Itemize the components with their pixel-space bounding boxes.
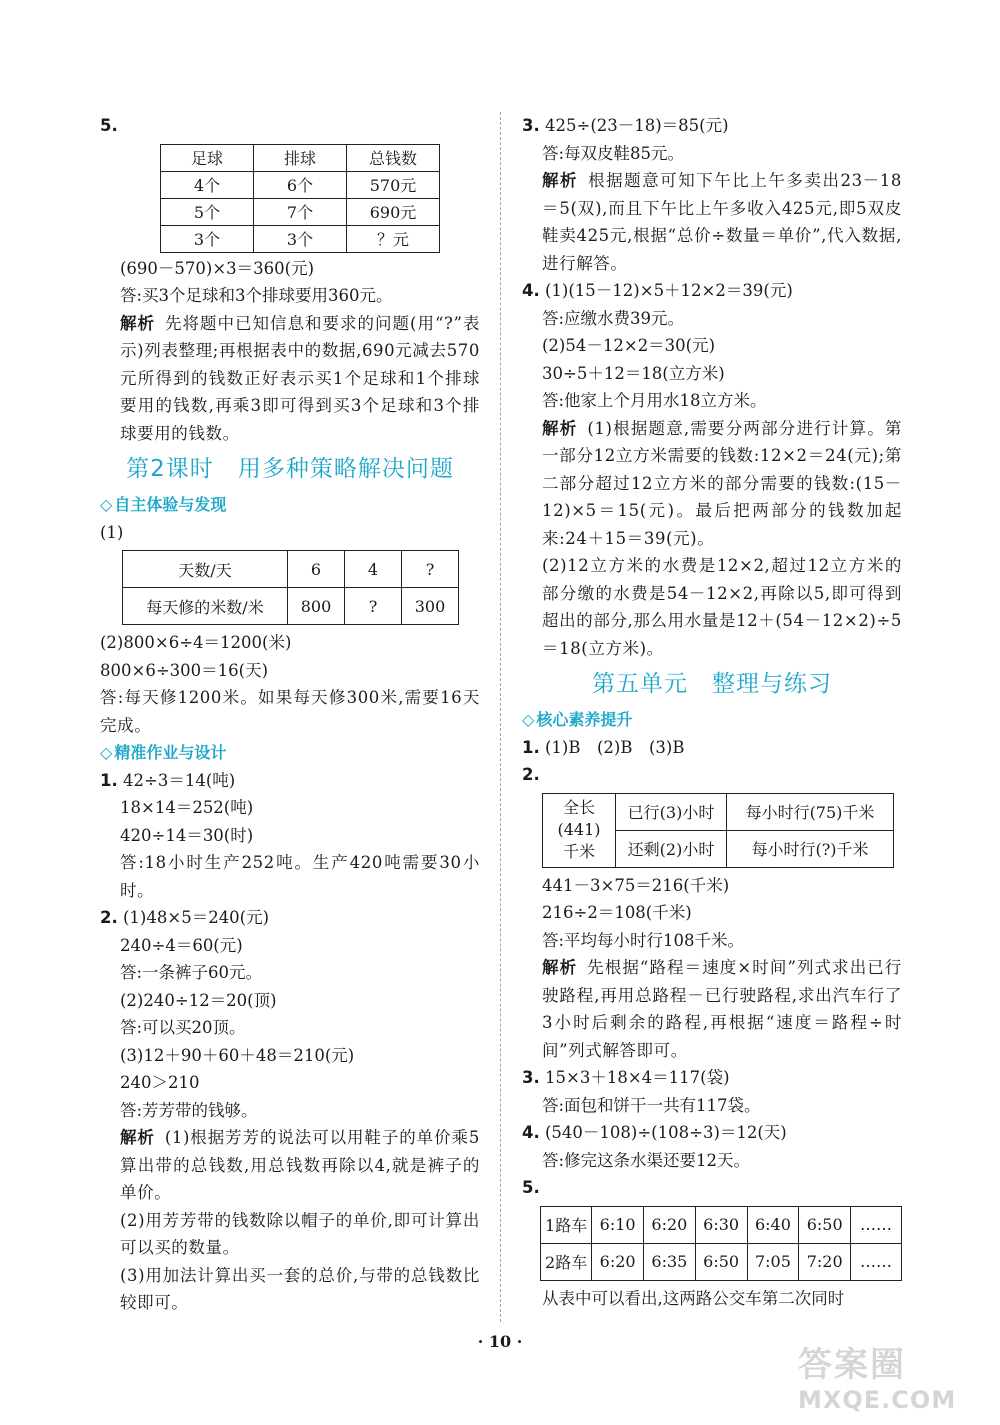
- q1-first-line: [100, 767, 480, 795]
- watermark-logo: [798, 1337, 988, 1417]
- equation-line: (2)800×6÷4＝1200(米): [100, 633, 292, 652]
- table-cell: ……: [851, 1206, 902, 1243]
- table-cell: 2路车: [541, 1243, 592, 1280]
- cell-line: 千米: [562, 842, 595, 861]
- page-number: · 10 ·: [477, 1332, 523, 1351]
- watermark-text: 答案圈: [798, 1345, 906, 1385]
- answer-line: 答:可以买20顶。: [120, 1018, 246, 1037]
- analysis-paragraph: [100, 1124, 480, 1207]
- r1-number: 1.: [522, 737, 540, 757]
- analysis-paragraph: [522, 415, 902, 553]
- table-cell: ……: [851, 1243, 902, 1280]
- table-cell: 排球: [254, 144, 347, 171]
- table-cell: 4个: [161, 171, 254, 198]
- lesson-number: 第2课时: [126, 456, 214, 482]
- section-heading: [100, 739, 480, 767]
- r4-number: 4.: [522, 1123, 540, 1142]
- table-cell: 690元: [347, 198, 440, 225]
- equation-text: 42÷3＝14(吨): [123, 770, 236, 790]
- equation-text: 425÷(23－18)＝85(元): [545, 116, 729, 135]
- q3-number: 3.: [522, 116, 540, 135]
- analysis-label: 解析: [120, 1128, 155, 1147]
- equation-text: 15×3＋18×4＝117(袋): [545, 1068, 730, 1087]
- table-cell: 800: [288, 588, 345, 625]
- answer-line: 答:修完这条水渠还要12天。: [542, 1150, 751, 1170]
- equation-line: 441－3×75＝216(千米): [542, 875, 730, 895]
- table-cell: 7:05: [747, 1243, 799, 1280]
- table-row: [161, 144, 440, 171]
- table-cell: 6个: [254, 171, 347, 198]
- table-cell: 已行(3)小时: [616, 793, 727, 830]
- column-divider: [500, 112, 501, 1322]
- table-cell: 300: [402, 588, 459, 625]
- table-cell: 5个: [161, 198, 254, 225]
- table-cell: 7个: [254, 198, 347, 225]
- table-row: [161, 225, 440, 252]
- table-row: [543, 793, 894, 830]
- table-cell: 每小时行(75)千米: [727, 793, 894, 830]
- r3-number: 3.: [522, 1068, 540, 1087]
- lesson-title: [100, 447, 480, 491]
- equation-line: 216÷2＝108(千米): [542, 903, 692, 922]
- equation-line: 800×6÷300＝16(天): [100, 660, 269, 680]
- table-cell: 6: [288, 551, 345, 588]
- analysis-label: 解析: [120, 313, 156, 333]
- equation-text: (540－108)÷(108÷3)＝12(天): [545, 1123, 787, 1142]
- table-cell: 6:50: [695, 1243, 747, 1280]
- r3-first-line: [522, 1064, 902, 1092]
- cell-line: (441): [557, 820, 601, 839]
- analysis-label: 解析: [542, 958, 578, 977]
- answer-line: 答:平均每小时行108千米。: [542, 930, 745, 950]
- table-cell: 每小时行(?)千米: [727, 830, 894, 867]
- part-label: (1): [100, 522, 124, 542]
- equation-text: (1)48×5＝240(元): [123, 908, 270, 927]
- section-heading: [100, 491, 480, 519]
- analysis-label: 解析: [542, 418, 578, 438]
- left-column: [100, 112, 480, 1317]
- equation-line: 420÷14＝30(时): [120, 825, 254, 845]
- analysis-paragraph: [522, 167, 902, 277]
- analysis-text: 根据题意可知下午比上午多卖出23－18＝5(双),而且下午比上午多收入425元,即5双皮鞋卖425元,根据“总价÷数量＝单价”,代入数据,进行解答。: [542, 171, 902, 273]
- distance-table: [542, 793, 894, 868]
- equation-line: 18×14＝252(吨): [120, 798, 254, 817]
- cell-line: 全长: [562, 798, 595, 817]
- section-title: 精准作业与设计: [114, 743, 227, 762]
- answer-line: 答:18小时生产252吨。生产420吨需要30小时。: [120, 853, 480, 900]
- table-cell: 还剩(2)小时: [616, 830, 727, 867]
- q5-number: 5.: [100, 116, 118, 135]
- unit-number: 第五单元: [592, 671, 688, 697]
- diamond-icon: ◇: [100, 743, 113, 762]
- table-row: [161, 171, 440, 198]
- r5-number: 5.: [522, 1178, 540, 1197]
- r2-number: 2.: [522, 765, 540, 784]
- diamond-icon: ◇: [100, 495, 113, 514]
- q4-number: 4.: [522, 281, 540, 300]
- table-cell: 3个: [161, 225, 254, 252]
- right-column: [522, 112, 902, 1312]
- equation-line: 30÷5＋12＝18(立方米): [542, 363, 725, 383]
- equation-line: 240＞210: [120, 1073, 200, 1092]
- table-cell: 6:50: [799, 1206, 851, 1243]
- q3-first-line: [522, 112, 902, 140]
- answer-line: 答:应缴水费39元。: [542, 308, 685, 328]
- analysis-paragraph: [100, 310, 480, 448]
- table-row: [123, 551, 459, 588]
- choice-answers: (1)B (2)B (3)B: [545, 737, 685, 757]
- analysis-text: 先将题中已知信息和要求的问题(用“?”表示)列表整理;再根据表中的数据,690元减去570元所得到的钱数正好表示买1个足球和1个排球要用的钱数,再乘3即可得到买3个足球和3个排球要用的钱数。: [120, 313, 481, 443]
- equation-text: (1)(15－12)×5＋12×2＝39(元): [545, 281, 793, 300]
- table-cell: 6:10: [592, 1206, 644, 1243]
- equation-line: (2)240÷12＝20(顶): [120, 990, 277, 1010]
- equation-line: (2)54－12×2＝30(元): [542, 336, 716, 355]
- table-row: [123, 588, 459, 625]
- q5-table: [160, 144, 440, 253]
- analysis-paragraph: (3)用加法计算出买一套的总价,与带的总钱数比较即可。: [120, 1265, 480, 1312]
- days-table: [122, 550, 459, 625]
- table-cell: 6:20: [644, 1206, 696, 1243]
- r1-line: [522, 734, 902, 762]
- analysis-paragraph: (2)用芳芳带的钱数除以帽子的单价,即可计算出可以买的数量。: [120, 1210, 480, 1257]
- table-row: [541, 1243, 902, 1280]
- table-cell: 足球: [161, 144, 254, 171]
- watermark-url: MXQE.COM: [798, 1386, 957, 1414]
- unit-title: [522, 662, 902, 706]
- table-cell: 6:30: [695, 1206, 747, 1243]
- table-cell: 6:35: [644, 1243, 696, 1280]
- table-cell: 天数/天: [123, 551, 288, 588]
- section-heading: [522, 706, 902, 734]
- table-cell: 6:20: [592, 1243, 644, 1280]
- table-cell: 1路车: [541, 1206, 592, 1243]
- table-cell: 570元: [347, 171, 440, 198]
- q2-number: 2.: [100, 908, 118, 927]
- analysis-paragraph: [522, 954, 902, 1064]
- answer-line: 答:买3个足球和3个排球要用360元。: [120, 286, 393, 305]
- table-cell: ？元: [347, 225, 440, 252]
- section-title: 自主体验与发现: [114, 495, 227, 514]
- q1-number: 1.: [100, 770, 118, 790]
- table-cell: 每天修的米数/米: [123, 588, 288, 625]
- r4-first-line: [522, 1119, 902, 1147]
- equation-line: 240÷4＝60(元): [120, 935, 243, 955]
- equation-line: (690－570)×3＝360(元): [120, 258, 315, 278]
- total-length-cell: [543, 793, 616, 867]
- q2-first-line: [100, 904, 480, 932]
- table-cell: 7:20: [799, 1243, 851, 1280]
- answer-line: 答:面包和饼干一共有117袋。: [542, 1095, 761, 1115]
- table-cell: ?: [402, 551, 459, 588]
- answer-line: 答:每双皮鞋85元。: [542, 143, 685, 163]
- equation-line: (3)12＋90＋60＋48＝210(元): [120, 1045, 355, 1065]
- table-row: [161, 198, 440, 225]
- table-row: [541, 1206, 902, 1243]
- table-cell: ?: [345, 588, 402, 625]
- section-title: 核心素养提升: [536, 710, 633, 729]
- table-cell: 总钱数: [347, 144, 440, 171]
- answer-line: 答:一条裤子60元。: [120, 963, 263, 982]
- diamond-icon: ◇: [522, 710, 535, 729]
- table-cell: 4: [345, 551, 402, 588]
- table-cell: 3个: [254, 225, 347, 252]
- text-line: 从表中可以看出,这两路公交车第二次同时: [542, 1288, 845, 1308]
- analysis-text: (1)根据芳芳的说法可以用鞋子的单价乘5算出带的总钱数,用总钱数再除以4,就是裤子的单价。: [120, 1128, 480, 1202]
- lesson-name: 用多种策略解决问题: [237, 456, 454, 482]
- analysis-text: 先根据“路程＝速度×时间”列式求出已行驶路程,再用总路程－已行驶路程,求出汽车行了3小时后剩余的路程,再根据“速度＝路程÷时间”列式解答即可。: [542, 958, 902, 1060]
- bus-schedule-table: [540, 1206, 902, 1281]
- analysis-label: 解析: [542, 171, 579, 190]
- answer-line: 答:每天修1200米。如果每天修300米,需要16天完成。: [100, 688, 480, 735]
- q4-first-line: [522, 277, 902, 305]
- answer-line: 答:他家上个月用水18立方米。: [542, 391, 767, 410]
- unit-name: 整理与练习: [712, 671, 832, 697]
- table-cell: 6:40: [747, 1206, 799, 1243]
- analysis-paragraph: (2)12立方米的水费是12×2,超过12立方米的部分缴的水费是54－12×2,再除以5,即可得到超出的部分,那么用水量是12＋(54－12×2)÷5＝18(立方米)。: [542, 556, 902, 658]
- analysis-text: (1)根据题意,需要分两部分进行计算。第一部分12立方米需要的钱数:12×2＝24(元);第二部分超过12立方米的部分需要的钱数:(15－12)×5＝15(元)。最后把两部分的钱数加起来:24＋15＝39(元)。: [542, 418, 903, 548]
- answer-line: 答:芳芳带的钱够。: [120, 1100, 258, 1120]
